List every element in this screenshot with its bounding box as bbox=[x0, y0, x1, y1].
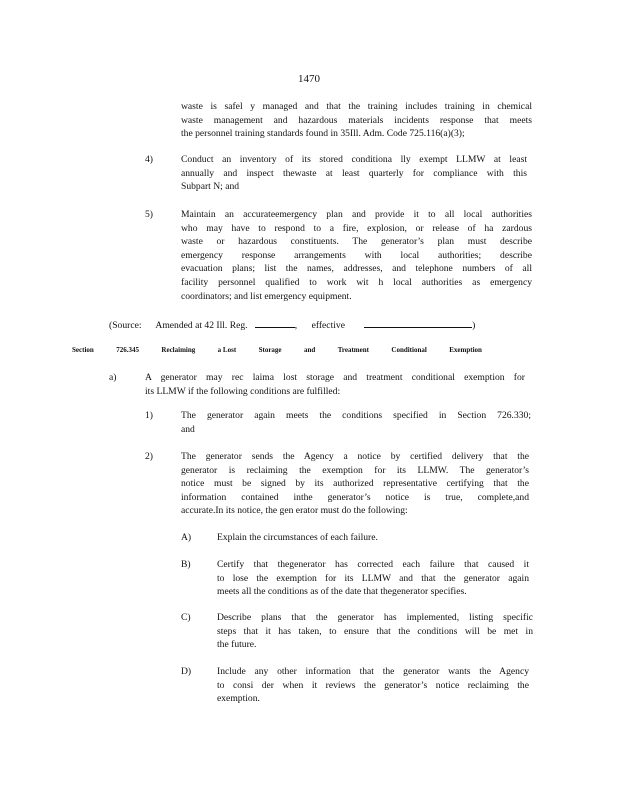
text-line: the future. bbox=[217, 639, 257, 651]
text-line: emergency response arrangements with local authorities; describe bbox=[181, 249, 532, 261]
heading-word: Treatment bbox=[337, 346, 369, 354]
item-a-paragraph bbox=[145, 371, 525, 398]
continuation-paragraph bbox=[181, 100, 532, 141]
text-line: exemption. bbox=[217, 693, 260, 705]
text-line: facility personnel qualified to work wit h local authorities as emergency bbox=[181, 276, 532, 288]
text-line: generator is reclaiming the exemption for its LLMW. The generator’s bbox=[181, 464, 529, 476]
text-line: annually and inspect thewaste at least quarterly for compliance with this bbox=[181, 167, 527, 179]
heading-word: a Lost bbox=[217, 346, 237, 354]
text-line: meets all the conditions as of the date that thegenerator specifies. bbox=[217, 586, 467, 598]
source-amended: Amended at 42 Ill. Reg. bbox=[155, 320, 248, 331]
text-line: Describe plans that the generator has implemented, listing specific bbox=[217, 612, 533, 623]
register-blank bbox=[255, 318, 295, 328]
item-4-paragraph bbox=[181, 153, 527, 194]
text-line: accurate.In its notice, the gen erator must do the following: bbox=[181, 505, 408, 517]
text-line: coordinators; and list emergency equipment. bbox=[181, 290, 352, 302]
item-D-paragraph bbox=[217, 665, 529, 706]
effective-date-blank bbox=[364, 318, 472, 328]
item-C-label: C) bbox=[181, 612, 191, 623]
item-4-label: 4) bbox=[145, 154, 153, 165]
item-1-label: 1) bbox=[145, 410, 153, 421]
text-line: The generator sends the Agency a notice by certified delivery that the bbox=[181, 451, 529, 462]
text-line: to consi der when it reviews the generator’s notice reclaiming the bbox=[217, 679, 529, 691]
item-D-label: D) bbox=[181, 666, 192, 677]
text-line: Certify that thegenerator has corrected each failure that caused it bbox=[217, 559, 529, 570]
text-line: waste management and hazardous materials incidents response that meets bbox=[181, 114, 532, 126]
heading-word: Reclaiming bbox=[161, 346, 196, 354]
heading-word: Exemption bbox=[449, 346, 482, 354]
item-2-paragraph bbox=[181, 450, 529, 518]
text-line: to lose the exemption for its LLMW and that the generator again bbox=[217, 572, 529, 584]
item-B-paragraph bbox=[217, 558, 529, 599]
item-B-label: B) bbox=[181, 559, 191, 570]
text-line: waste or hazardous constituents. The generator’s plan must describe bbox=[181, 236, 532, 248]
item-C-paragraph bbox=[217, 611, 533, 652]
text-line: and bbox=[181, 423, 195, 435]
item-A-paragraph bbox=[217, 531, 417, 545]
heading-word: Storage bbox=[258, 346, 282, 354]
text-line: Conduct an inventory of its stored conditiona lly exempt LLMW at least bbox=[181, 154, 527, 165]
section-heading bbox=[72, 346, 482, 354]
text-line: A generator may rec laima lost storage and treatment conditional exemption for bbox=[145, 372, 525, 383]
heading-word: Conditional bbox=[391, 346, 427, 354]
item-5-paragraph bbox=[181, 208, 532, 303]
item-A-label: A) bbox=[181, 532, 192, 543]
text-line: evacuation plans; list the names, addresses, and telephone numbers of all bbox=[181, 263, 532, 275]
text-line: Include any other information that the generator wants the Agency bbox=[217, 666, 529, 677]
item-5-label: 5) bbox=[145, 209, 153, 220]
text-line: Explain the circumstances of each failure. bbox=[217, 532, 378, 543]
text-line: notice must be signed by its authorized representative certifying that the bbox=[181, 478, 529, 490]
text-line: the personnel training standards found in 35Ill. Adm. Code 725.116(a)(3); bbox=[181, 128, 465, 140]
source-effective: effective bbox=[311, 320, 345, 331]
source-comma: , bbox=[294, 320, 298, 331]
source-open: (Source: bbox=[109, 320, 142, 331]
source-close: ) bbox=[472, 320, 476, 331]
text-line: Subpart N; and bbox=[181, 181, 240, 193]
heading-word: and bbox=[303, 346, 316, 354]
page-number: 1470 bbox=[298, 73, 320, 85]
item-2-label: 2) bbox=[145, 451, 153, 462]
item-1-paragraph bbox=[181, 409, 531, 436]
text-line: steps that it has taken, to ensure that the conditions will be met in bbox=[217, 625, 533, 637]
heading-word: 726.345 bbox=[116, 346, 139, 354]
text-line: its LLMW if the following conditions are fulfilled: bbox=[145, 385, 341, 397]
text-line: Maintain an accurateemergency plan and provide it to all local authorities bbox=[181, 209, 532, 220]
item-a-label: a) bbox=[109, 372, 117, 383]
heading-word: Section bbox=[72, 346, 94, 354]
text-line: The generator again meets the conditions specified in Section 726.330; bbox=[181, 410, 531, 421]
text-line: information contained inthe generator’s notice is true, complete,and bbox=[181, 491, 529, 503]
source-note bbox=[109, 318, 475, 333]
text-line: waste is safel y managed and that the training includes training in chemical bbox=[181, 101, 532, 112]
text-line: who may have to respond to a fire, explosion, or release of ha zardous bbox=[181, 222, 532, 234]
